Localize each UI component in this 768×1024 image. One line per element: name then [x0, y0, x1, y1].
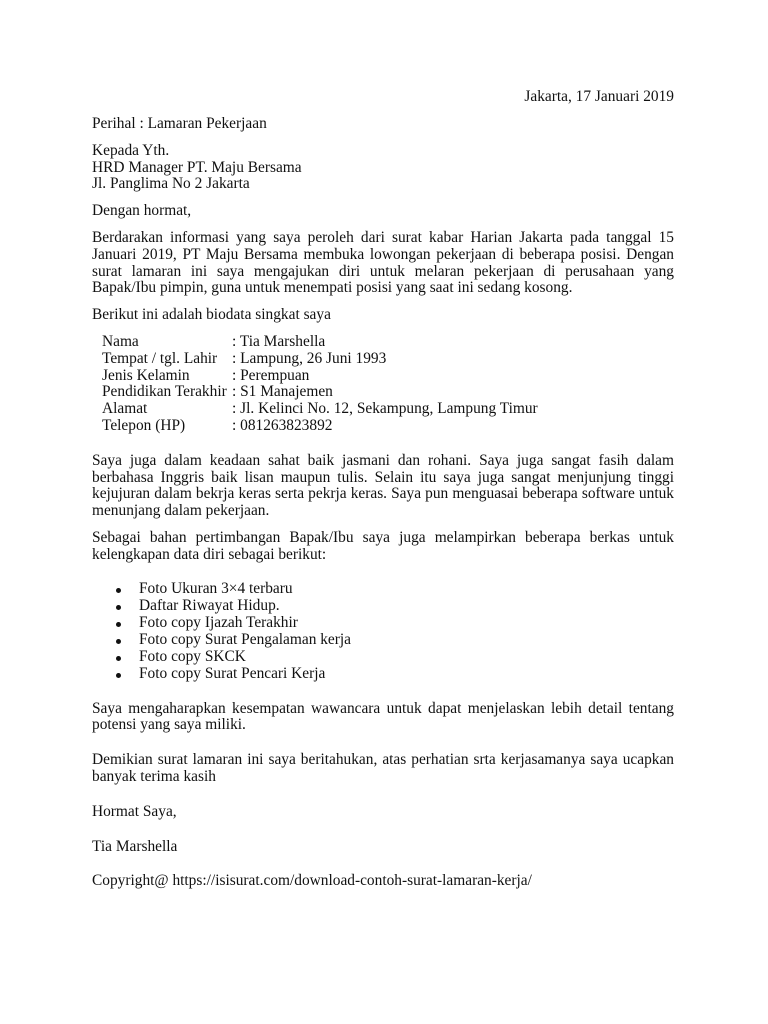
bullet-icon: [116, 622, 121, 627]
biodata-row: [102, 334, 538, 351]
bullet-icon: [116, 639, 121, 644]
attachment-label: Foto copy Surat Pencari Kerja: [139, 664, 326, 682]
biodata-row: [102, 418, 538, 435]
bio-intro: Berikut ini adalah biodata singkat saya: [92, 306, 331, 324]
attachment-label: Foto copy SKCK: [139, 647, 246, 665]
biodata-label: Pendidikan Terakhir: [102, 383, 227, 401]
attachment-label: Daftar Riwayat Hidup.: [139, 596, 280, 614]
bullet-icon: [116, 673, 121, 678]
body-paragraph-health: Saya juga dalam keadaan sahat baik jasmani dan rohani. Saya juga sangat fasih dalam berbahasa Inggris baik lisan maupun tulis. Selain itu saya juga sangat menjunjung tinggi kejujuran dalam bekrja keras serta pekrja keras. Saya pun menguasai beberapa software untuk menunjang dalam pekerjaan.: [92, 451, 674, 520]
biodata-row: [102, 368, 538, 385]
biodata-value: : Lampung, 26 Juni 1993: [232, 349, 387, 367]
body-paragraph-attachments: Sebagai bahan pertimbangan Bapak/Ibu saya juga melampirkan beberapa berkas untuk kelengkapan data diri sebagai berikut:: [92, 528, 674, 563]
closing-salutation: Hormat Saya,: [92, 802, 177, 820]
bullet-icon: [116, 605, 121, 610]
biodata-label: Telepon (HP): [102, 416, 186, 434]
biodata-row: [102, 384, 538, 401]
greeting: Dengan hormat,: [92, 202, 192, 220]
bullet-icon: [116, 656, 121, 661]
biodata-table: [102, 334, 538, 435]
body-paragraph-closing: Demikian surat lamaran ini saya beritahukan, atas perhatian srta kerjasamanya saya ucapkan banyak terima kasih: [92, 751, 674, 785]
list-item: [92, 598, 674, 615]
biodata-value: : 081263823892: [232, 416, 333, 434]
biodata-label: Alamat: [102, 400, 148, 418]
list-item: [92, 581, 674, 598]
letter-date: Jakarta, 17 Januari 2019: [524, 88, 674, 105]
attachment-label: Foto copy Surat Pengalaman kerja: [139, 630, 351, 648]
attachment-label: Foto copy Ijazah Terakhir: [139, 613, 298, 631]
letter-subject: Perihal : Lamaran Pekerjaan: [92, 115, 267, 132]
biodata-value: : Tia Marshella: [232, 332, 326, 350]
biodata-label: Nama: [102, 332, 139, 350]
list-item: [92, 649, 674, 666]
list-item: [92, 666, 674, 683]
biodata-row: [102, 401, 538, 418]
letter-page: [92, 89, 674, 890]
signature-name: Tia Marshella: [92, 837, 178, 855]
biodata-value: : Perempuan: [232, 366, 310, 384]
recipient-line: Kepada Yth.: [92, 141, 170, 159]
recipient-line: HRD Manager PT. Maju Bersama: [92, 158, 302, 176]
biodata-value: : Jl. Kelinci No. 12, Sekampung, Lampung Timur: [232, 400, 538, 418]
list-item: [92, 615, 674, 632]
attachment-label: Foto Ukuran 3×4 terbaru: [139, 579, 293, 597]
biodata-value: : S1 Manajemen: [232, 383, 333, 401]
recipient-block: [92, 143, 674, 193]
body-paragraph-interview: Saya mengaharapkan kesempatan wawancara untuk dapat menjelaskan lebih detail tentang potensi yang saya miliki.: [92, 699, 674, 734]
biodata-label: Tempat / tgl. Lahir: [102, 349, 218, 367]
bullet-icon: [116, 588, 121, 593]
intro-paragraph: Berdarakan informasi yang saya peroleh dari surat kabar Harian Jakarta pada tanggal 15 Januari 2019, PT Maju Bersama membuka lowongan pekerjaan di beberapa posisi. Dengan surat lamaran ini saya mengajukan diri untuk melaran pekerjaan di perusahaan yang Bapak/Ibu pimpin, guna untuk menempati posisi yang saat ini sedang kosong.: [92, 228, 674, 297]
biodata-row: [102, 351, 538, 368]
list-item: [92, 632, 674, 649]
biodata-label: Jenis Kelamin: [102, 366, 190, 384]
attachment-list: [92, 581, 674, 683]
copyright-note: Copyright@ https://isisurat.com/download-contoh-surat-lamaran-kerja/: [92, 872, 532, 890]
recipient-line: Jl. Panglima No 2 Jakarta: [92, 175, 250, 193]
